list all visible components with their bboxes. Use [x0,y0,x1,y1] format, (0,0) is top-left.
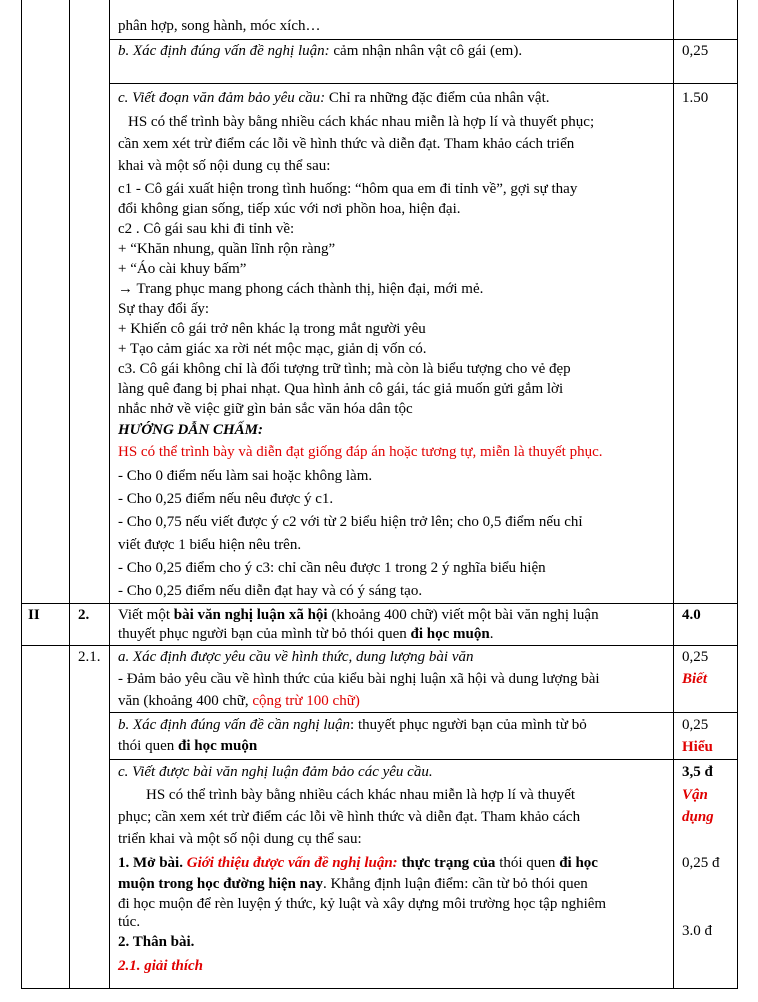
table-border-left [21,0,22,989]
sub-question-number: 2.1. [78,649,101,665]
level-label: Vận [682,787,708,803]
grading-guide-line: - Cho 0,25 điểm cho ý c3: chỉ cần nêu được 1 trong 2 ý nghĩa biểu hiện [118,560,546,576]
body-heading: 2. Thân bài. [118,934,195,950]
question-prompt-line1: Viết một bài văn nghị luận xã hội (khoảng 400 chữ) viết một bài văn nghị luận [118,607,599,623]
grading-guide-line: - Cho 0,75 nếu viết được ý c2 với từ 2 biểu hiện trở lên; cho 0,5 điểm nếu chỉ [118,514,583,530]
question-number: 2. [78,607,90,623]
table-divider-col1 [69,0,70,989]
content-line: đổi không gian sống, tiếp xúc với nơi phồn hoa, hiện đại. [118,201,461,217]
content-line: phục; cần xem xét trừ điểm các lỗi về hình thức và diễn đạt. Tham khảo cách [118,809,581,825]
content-line: HS có thể trình bày bằng nhiều cách khác nhau miễn là hợp lí và thuyết phục; [128,114,595,130]
section-heading: 2.1. giải thích [118,958,204,974]
row-divider [21,603,738,604]
part-number: II [28,607,40,623]
row-divider [109,83,738,84]
content-line: → Trang phục mang phong cách thành thị, hiện đại, mới mẻ. [118,281,484,297]
content-line: nhắc nhở về việc giữ gìn bản sắc văn hóa dân tộc [118,401,413,417]
content-line: c1 - Cô gái xuất hiện trong tình huống: “hôm qua em đi tỉnh về”, gợi sự thay [118,181,578,197]
content-line: triển khai và một số nội dung cụ thể sau: [118,831,362,847]
content-line: Sự thay đổi ấy: [118,301,210,317]
table-border-right [737,0,738,989]
grading-guide-line: viết được 1 biểu hiện nêu trên. [118,537,302,553]
question-prompt-line2: thuyết phục người bạn của mình từ bỏ thói quen đi học muộn. [118,626,494,642]
content-line: + Khiến cô gái trở nên khác lạ trong mắt người yêu [118,321,426,337]
content-line: cần xem xét trừ điểm các lỗi về hình thức và diễn đạt. Tham khảo cách triển [118,136,575,152]
intro-line: túc. [118,914,141,930]
row-divider [109,759,738,760]
table-divider-col3 [673,0,674,989]
criterion-a: a. Xác định được yêu cầu về hình thức, dung lượng bài văn [118,649,474,665]
table-border-bottom [21,988,738,989]
score-body: 3.0 đ [682,923,712,939]
content-line: HS có thể trình bày bằng nhiều cách khác nhau miễn là hợp lí và thuyết [146,787,576,803]
row-divider [109,39,738,40]
content-line: c3. Cô gái không chỉ là đối tượng trữ tình; mà còn là biểu tượng cho vẻ đẹp [118,361,571,377]
content-line: khai và một số nội dung cụ thể sau: [118,158,331,174]
grading-guide-line: - Cho 0,25 điểm nếu diễn đạt hay và có ý sáng tạo. [118,583,423,599]
grading-guide-line: - Cho 0 điểm nếu làm sai hoặc không làm. [118,468,373,484]
row-divider [21,645,738,646]
intro-line: 1. Mở bài. Giới thiệu được vấn đề nghị luận: thực trạng của thói quen đi học [118,855,598,871]
content-line: c2 . Cô gái sau khi đi tỉnh về: [118,221,295,237]
score-c: 1.50 [682,90,709,106]
intro-line: đi học muộn để rèn luyện ý thức, kỷ luật và xây dựng môi trường học tập nghiêm [118,896,607,912]
score-b2: 0,25 [682,717,709,733]
score-a: 0,25 [682,649,709,665]
content-line: làng quê đang bị phai nhạt. Qua hình ảnh cô gái, tác giả muốn gửi gắm lời [118,381,564,397]
table-divider-col2 [109,0,110,989]
row-divider [109,712,738,713]
criterion-a-line: văn (khoảng 400 chữ, cộng trừ 100 chữ) [118,693,360,709]
criterion-a-line: - Đảm bảo yêu cầu về hình thức của kiểu bài nghị luận xã hội và dung lượng bài [118,671,600,687]
grading-guide-title: HƯỚNG DẪN CHẤM: [118,422,263,438]
score-b: 0,25 [682,43,709,59]
level-label: dụng [682,809,714,825]
level-label: Biết [682,671,707,687]
score-intro: 0,25 đ [682,855,720,871]
content-line: + Tạo cảm giác xa rời nét mộc mạc, giản dị vốn có. [118,341,427,357]
content-line: + “Khăn nhung, quần lĩnh rộn ràng” [118,241,336,257]
criterion-c: c. Viết đoạn văn đảm bảo yêu cầu: Chỉ ra những đặc điểm của nhân vật. [118,90,550,106]
level-label: Hiểu [682,739,713,755]
grading-guide-line: - Cho 0,25 điểm nếu nêu được ý c1. [118,491,334,507]
criterion-b2-line: thói quen đi học muộn [118,738,258,754]
content-line: + “Áo cài khuy bấm” [118,261,247,277]
score-c2: 3,5 đ [682,764,713,780]
criterion-b: b. Xác định đúng vấn đề nghị luận: cảm nhận nhân vật cô gái (em). [118,43,523,59]
intro-line: muộn trong học đường hiện nay. Khẳng định luận điểm: cần từ bỏ thói quen [118,876,588,892]
continued-text: phân hợp, song hành, móc xích… [118,18,321,34]
grading-guide-note: HS có thể trình bày và diễn đạt giống đáp án hoặc tương tự, miễn là thuyết phục. [118,444,603,460]
question-score: 4.0 [682,607,701,623]
criterion-b2: b. Xác định đúng vấn đề cần nghị luận: thuyết phục người bạn của mình từ bỏ [118,717,587,733]
criterion-c2: c. Viết được bài văn nghị luận đảm bảo các yêu cầu. [118,764,433,780]
